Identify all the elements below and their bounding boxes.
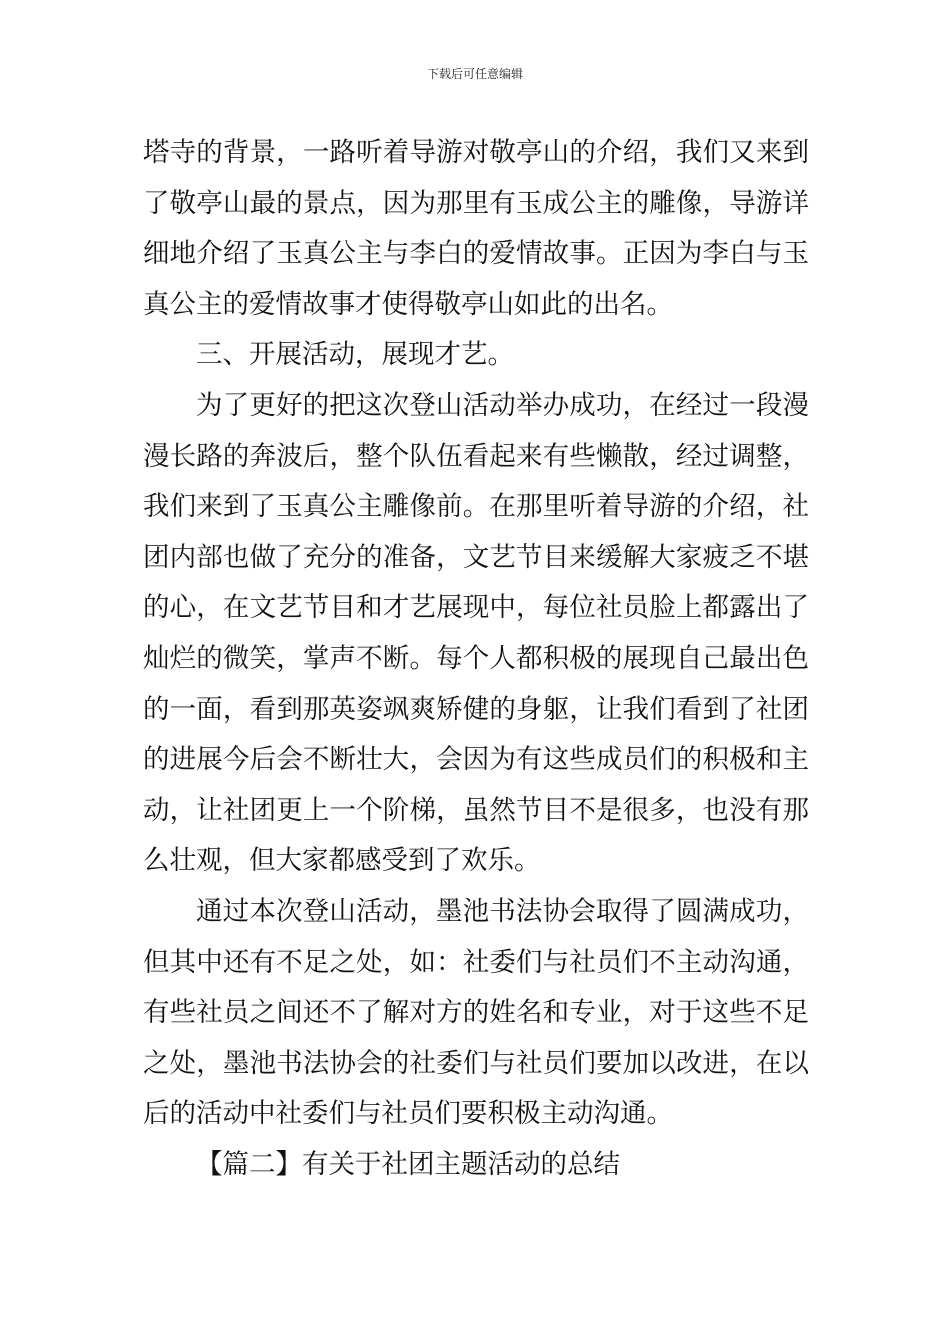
document-body <box>143 128 809 1190</box>
chapter-heading: 【篇二】有关于社团主题活动的总结 <box>196 1148 620 1180</box>
paragraph-continuation: 塔寺的背景，一路听着导游对敬亭山的介绍，我们又来到了敬亭山最的景点，因为那里有玉成公主的雕像，导游详细地介绍了玉真公主与李白的爱情故事。正因为李白与玉真公主的爱情故事才使得敬亭山如此的出名。 <box>143 137 809 320</box>
section-heading-three: 三、开展活动，展现才艺。 <box>196 339 514 371</box>
page-header: 下载后可任意编辑 <box>426 67 523 81</box>
paragraph-summary: 通过本次登山活动，墨池书法协会取得了圆满成功，但其中还有不足之处，如：社委们与社员们不主动沟通，有些社员之间还不了解对方的姓名和专业，对于这些不足之处，墨池书法协会的社委们与社员们要加以改进，在以后的活动中社委们与社员们要积极主动沟通。 <box>143 895 809 1130</box>
paragraph-activity: 为了更好的把这次登山活动举办成功，在经过一段漫漫长路的奔波后，整个队伍看起来有些懒散，经过调整，我们来到了玉真公主雕像前。在那里听着导游的介绍，社团内部也做了充分的准备，文艺节目来缓解大家疲乏不堪的心，在文艺节目和才艺展现中，每位社员脸上都露出了灿烂的微笑，掌声不断。每个人都积极的展现自己最出色的一面，看到那英姿飒爽矫健的身躯，让我们看到了社团的进展今后会不断壮大，会因为有这些成员们的积极和主动，让社团更上一个阶梯，虽然节目不是很多，也没有那么壮观，但大家都感受到了欢乐。 <box>143 389 809 877</box>
